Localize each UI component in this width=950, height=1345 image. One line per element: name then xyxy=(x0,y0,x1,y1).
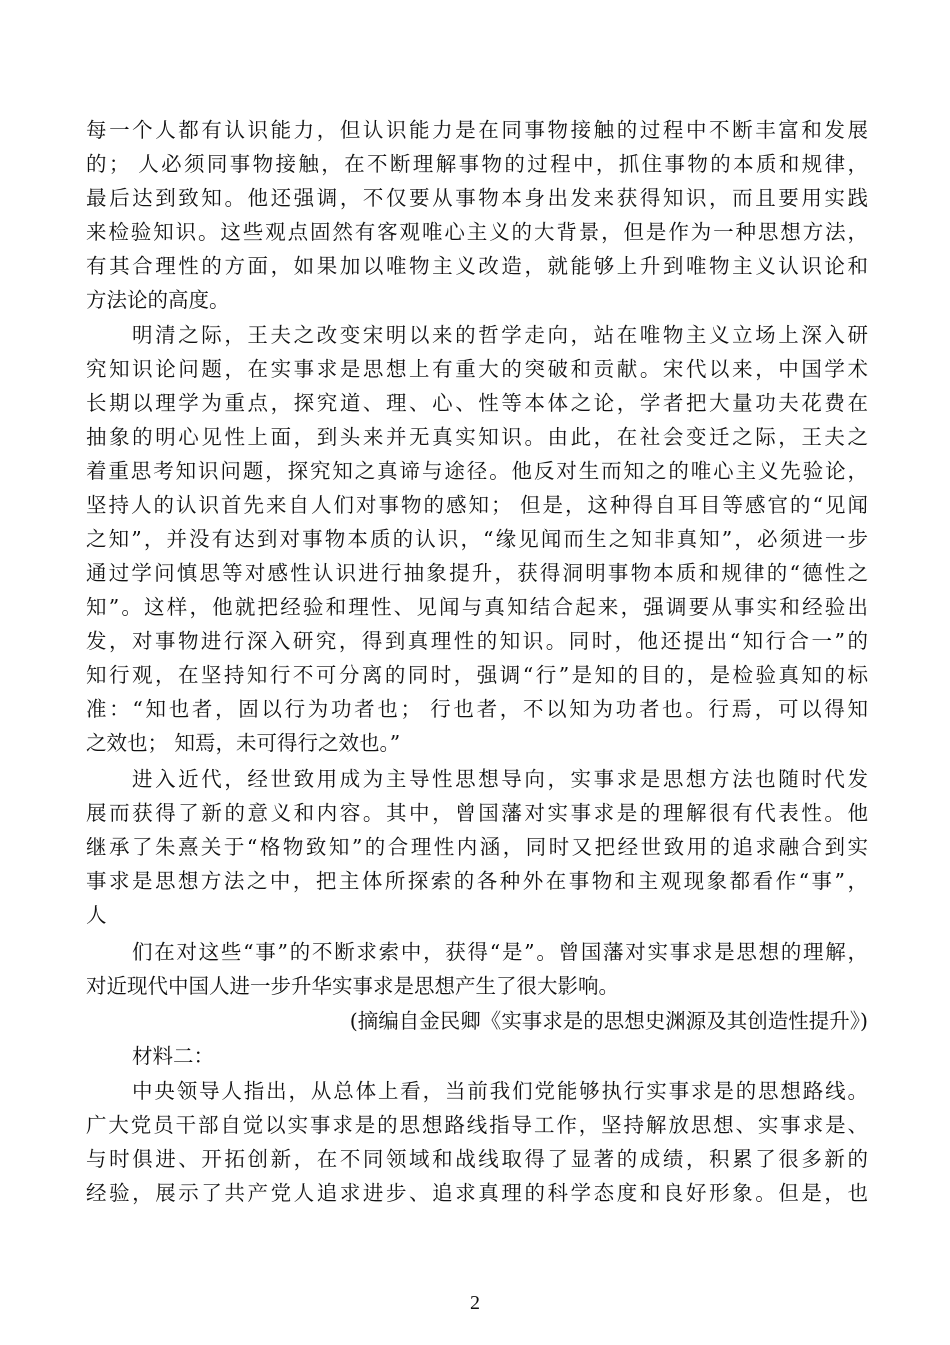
text-line: 通过学问慎思等对感性认识进行抽象提升，获得洞明事物本质和规律的“德性之 xyxy=(86,561,868,585)
paragraph-first-line: 中央领导人指出，从总体上看，当前我们党能够执行实事求是的思想路线。 xyxy=(132,1079,868,1103)
paragraph-first-line: 明清之际，王夫之改变宋明以来的哲学走向，站在唯物主义立场上深入研 xyxy=(132,323,868,347)
text-line: 长期以理学为重点，探究道、理、心、性等本体之论，学者把大量功夫花费在 xyxy=(86,391,868,415)
material-label: 材料二： xyxy=(132,1044,214,1068)
text-line: 最后达到致知。他还强调，不仅要从事物本身出发来获得知识，而且要用实践 xyxy=(86,186,868,210)
text-line: 方法论的高度。 xyxy=(86,288,230,312)
text-line: 知行观，在坚持知行不可分离的同时，强调“行”是知的目的，是检验真知的标 xyxy=(86,663,868,687)
text-line: 事求是思想方法之中，把主体所探索的各种外在事物和主观现象都看作“事”， xyxy=(86,869,868,893)
text-line: 发，对事物进行深入研究，得到真理性的知识。同时，他还提出“知行合一”的 xyxy=(86,629,868,653)
text-line: 对近现代中国人进一步升华实事求是思想产生了很大影响。 xyxy=(86,974,619,998)
text-line: 继承了朱熹关于“格物致知”的合理性内涵，同时又把经世致用的追求融合到实 xyxy=(86,835,868,859)
text-line: 着重思考知识问题，探究知之真谛与途径。他反对生而知之的唯心主义先验论， xyxy=(86,459,868,483)
text-line: 经验，展示了共产党人追求进步、追求真理的科学态度和良好形象。但是，也 xyxy=(86,1181,868,1205)
text-line: 坚持人的认识首先来自人们对事物的感知； 但是，这种得自耳目等感官的“见闻 xyxy=(86,493,868,517)
text-line: 与时俱进、开拓创新，在不同领域和战线取得了显著的成绩，积累了很多新的 xyxy=(86,1147,868,1171)
text-line: 准：“知也者，固以行为功者也； 行也者，不以知为功者也。行焉，可以得知 xyxy=(86,697,868,721)
text-line: 究知识论问题，在实事求是思想上有重大的突破和贡献。宋代以来，中国学术 xyxy=(86,357,868,381)
page-number: 2 xyxy=(470,1292,480,1314)
text-line: 展而获得了新的意义和内容。其中，曾国藩对实事求是的理解很有代表性。他 xyxy=(86,801,868,825)
text-line: 的； 人必须同事物接触，在不断理解事物的过程中，抓住事物的本质和规律， xyxy=(86,152,868,176)
text-line: 之效也； 知焉，未可得行之效也。” xyxy=(86,731,401,755)
text-line: 人 xyxy=(86,903,107,927)
text-line: 抽象的明心见性上面，到头来并无真实知识。由此，在社会变迁之际，王夫之 xyxy=(86,425,868,449)
text-line: 有其合理性的方面，如果加以唯物主义改造，就能够上升到唯物主义认识论和 xyxy=(86,254,868,278)
text-line: 知”。这样，他就把经验和理性、见闻与真知结合起来，强调要从事实和经验出 xyxy=(86,595,868,619)
text-line: 广大党员干部自觉以实事求是的思想路线指导工作，坚持解放思想、实事求是、 xyxy=(86,1113,868,1137)
text-line: 之知”，并没有达到对事物本质的认识，“缘见闻而生之知非真知”，必须进一步 xyxy=(86,527,868,551)
paragraph-first-line: 进入近代，经世致用成为主导性思想导向，实事求是思想方法也随时代发 xyxy=(132,767,868,791)
paragraph-first-line: 们在对这些“事”的不断求索中，获得“是”。曾国藩对实事求是思想的理解， xyxy=(132,940,868,964)
text-line: 来检验知识。这些观点固然有客观唯心主义的大背景，但是作为一种思想方法， xyxy=(86,220,868,244)
text-line: 每一个人都有认识能力，但认识能力是在同事物接触的过程中不断丰富和发展 xyxy=(86,118,868,142)
citation: (摘编自金民卿《实事求是的思想史渊源及其创造性提升》) xyxy=(349,1009,868,1033)
